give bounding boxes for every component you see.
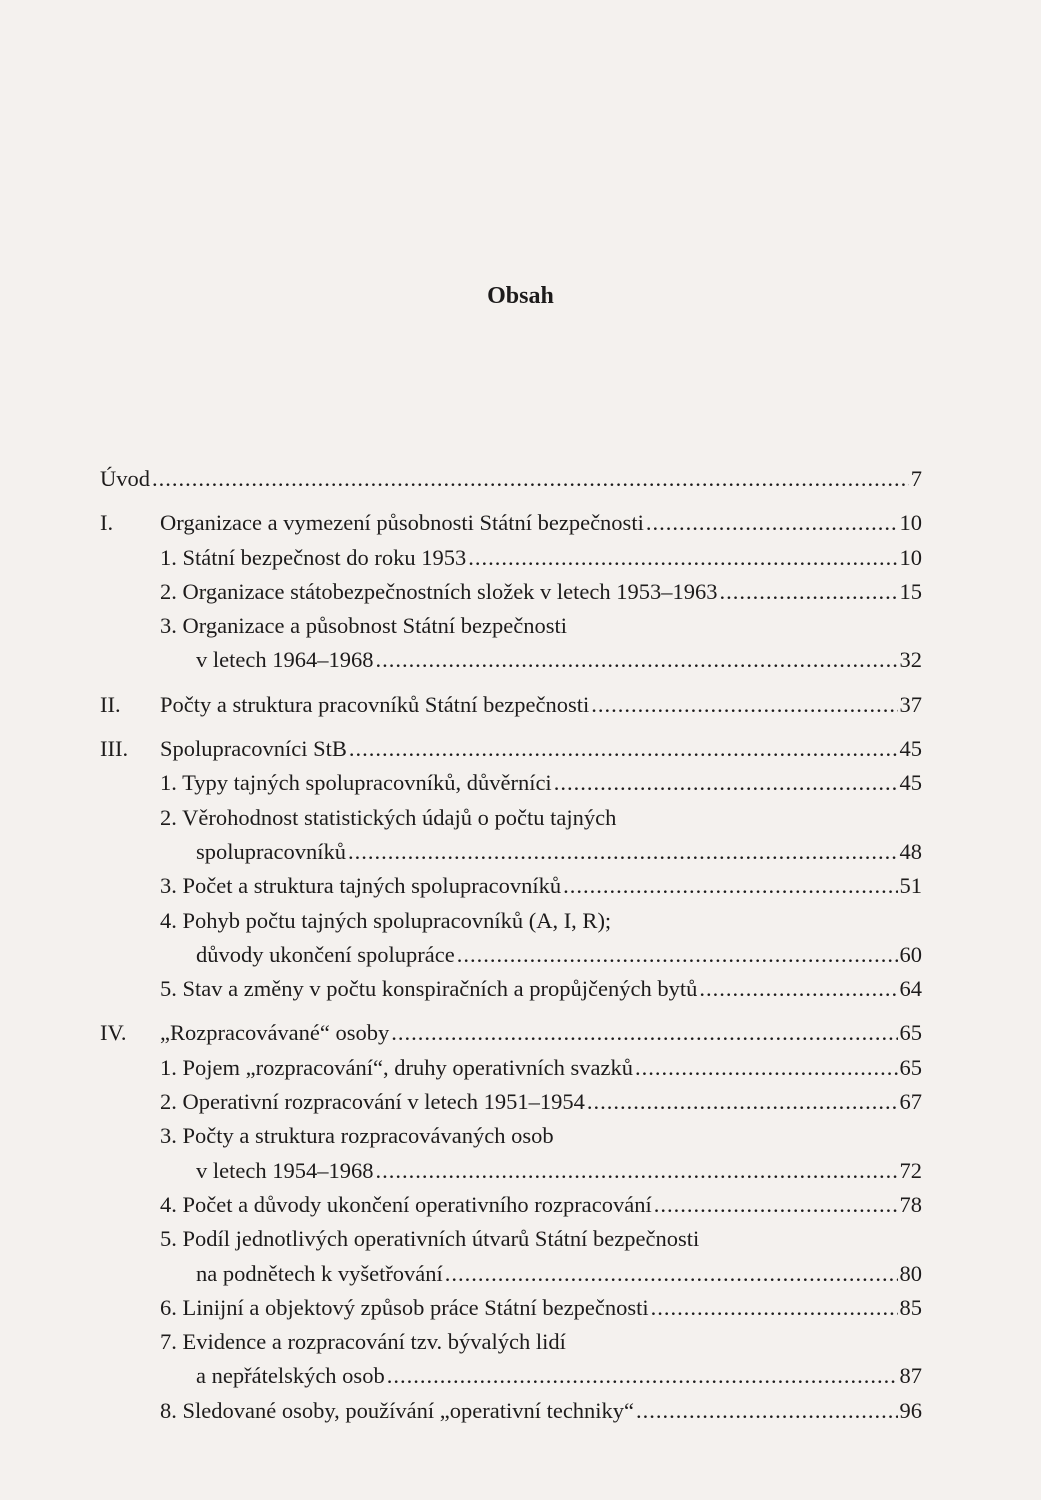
dot-leader [457, 938, 898, 972]
toc-entry [100, 1188, 922, 1222]
toc-page-number: 10 [899, 510, 922, 536]
dot-leader [636, 1394, 897, 1428]
toc-page-number: 67 [899, 1089, 922, 1115]
dot-leader [654, 1188, 898, 1222]
dot-leader [375, 643, 897, 677]
toc-entry-title: 2. Organizace státobezpečnostních složek v letech 1953–1963 [160, 578, 718, 604]
toc-page-number: 78 [899, 1191, 922, 1217]
toc-chapter [100, 1016, 922, 1050]
toc-entry-title: 7. Evidence a rozpracování tzv. bývalých lidí [160, 1329, 566, 1355]
toc-entry-title: Organizace a vymezení působnosti Státní bezpečnosti [160, 510, 644, 536]
toc-entry-title: 8. Sledované osoby, používání „operativní techniky“ [160, 1397, 635, 1423]
toc-entry-title: 2. Věrohodnost statistických údajů o počtu tajných [160, 804, 617, 830]
toc-page-number: 72 [899, 1157, 922, 1183]
dot-leader [348, 835, 898, 869]
chapter-number: I. [100, 510, 114, 536]
toc-page-number: 37 [899, 691, 922, 717]
toc-page-number: 64 [899, 976, 922, 1002]
toc-entry-title: a nepřátelských osob [196, 1363, 385, 1389]
dot-leader [635, 1051, 898, 1085]
toc-page-number: 45 [899, 736, 922, 762]
toc-page-number: 15 [899, 578, 922, 604]
toc-entry-title: na podnětech k vyšetřování [196, 1260, 443, 1286]
toc-entry-title: důvody ukončení spolupráce [196, 941, 455, 967]
toc-entry-title: Počty a struktura pracovníků Státní bezpečnosti [160, 691, 590, 717]
toc-chapter [100, 688, 922, 722]
dot-leader [563, 869, 897, 903]
toc-entry-title: 4. Pohyb počtu tajných spolupracovníků (A, I, R); [160, 907, 612, 933]
dot-leader [591, 688, 897, 722]
dot-leader [646, 506, 898, 540]
toc-entry-continuation [100, 835, 922, 869]
toc-entry-title: „Rozpracovávané“ osoby [160, 1020, 390, 1046]
toc-entry-title: 3. Počty a struktura rozpracovávaných osob [160, 1123, 554, 1149]
page-title: Obsah [487, 283, 554, 309]
toc-entry-title: 3. Organizace a působnost Státní bezpečnosti [160, 613, 567, 639]
toc-entry [100, 1291, 922, 1325]
dot-leader [554, 766, 898, 800]
toc-entry [100, 1119, 922, 1153]
toc-page-number: 65 [899, 1054, 922, 1080]
toc-entry-title: 5. Stav a změny v počtu konspiračních a propůjčených bytů [160, 976, 698, 1002]
toc-page-number: 32 [899, 647, 922, 673]
chapter-number: II. [100, 691, 121, 717]
table-of-contents [100, 462, 922, 1428]
dot-leader [587, 1085, 898, 1119]
toc-entry [100, 1051, 922, 1085]
toc-entry-title: 1. Pojem „rozpracování“, druhy operativních svazků [160, 1054, 633, 1080]
toc-entry [100, 462, 922, 496]
toc-entry-title: v letech 1954–1968 [196, 1157, 374, 1183]
toc-page-number: 87 [899, 1363, 922, 1389]
toc-page-number: 45 [899, 770, 922, 796]
toc-entry-continuation [100, 643, 922, 677]
dot-leader [387, 1359, 898, 1393]
toc-entry-continuation [100, 938, 922, 972]
toc-entry-title: 3. Počet a struktura tajných spolupracovníků [160, 873, 562, 899]
toc-entry [100, 575, 922, 609]
chapter-number: IV. [100, 1020, 127, 1046]
toc-entry [100, 972, 922, 1006]
dot-leader [391, 1016, 897, 1050]
toc-entry [100, 1222, 922, 1256]
toc-entry [100, 1325, 922, 1359]
dot-leader [152, 462, 909, 496]
toc-entry-title: 5. Podíl jednotlivých operativních útvarů Státní bezpečnosti [160, 1226, 700, 1252]
toc-entry [100, 1394, 922, 1428]
toc-entry-title: v letech 1964–1968 [196, 647, 374, 673]
toc-page-number: 80 [899, 1260, 922, 1286]
toc-entry [100, 766, 922, 800]
toc-page-number: 85 [899, 1294, 922, 1320]
toc-entry-continuation [100, 1257, 922, 1291]
toc-entry-title: 6. Linijní a objektový způsob práce Státní bezpečnosti [160, 1294, 649, 1320]
dot-leader [349, 732, 898, 766]
toc-entry-title: 1. Státní bezpečnost do roku 1953 [160, 544, 467, 570]
toc-page-number: 96 [899, 1397, 922, 1423]
toc-entry-title: Spolupracovníci StB [160, 736, 347, 762]
toc-entry [100, 541, 922, 575]
dot-leader [720, 575, 898, 609]
toc-chapter [100, 506, 922, 540]
toc-entry-title: 4. Počet a důvody ukončení operativního rozpracování [160, 1191, 652, 1217]
toc-entry [100, 609, 922, 643]
toc-entry [100, 904, 922, 938]
toc-page-number: 60 [899, 941, 922, 967]
toc-page-number: 10 [899, 544, 922, 570]
toc-entry [100, 869, 922, 903]
toc-entry-continuation [100, 1359, 922, 1393]
toc-entry-title: Úvod [100, 466, 150, 491]
dot-leader [375, 1154, 897, 1188]
toc-page-number: 7 [910, 466, 922, 491]
dot-leader [699, 972, 897, 1006]
toc-entry [100, 801, 922, 835]
dot-leader [651, 1291, 898, 1325]
toc-page-number: 65 [899, 1020, 922, 1046]
toc-entry-continuation [100, 1154, 922, 1188]
toc-entry-title: 2. Operativní rozpracování v letech 1951–1954 [160, 1089, 585, 1115]
toc-page-number: 51 [899, 873, 922, 899]
dot-leader [445, 1257, 898, 1291]
dot-leader [468, 541, 897, 575]
toc-page-number: 48 [899, 838, 922, 864]
chapter-number: III. [100, 736, 129, 762]
toc-entry-title: spolupracovníků [196, 838, 346, 864]
toc-entry [100, 1085, 922, 1119]
toc-entry-title: 1. Typy tajných spolupracovníků, důvěrníci [160, 770, 552, 796]
toc-chapter [100, 732, 922, 766]
